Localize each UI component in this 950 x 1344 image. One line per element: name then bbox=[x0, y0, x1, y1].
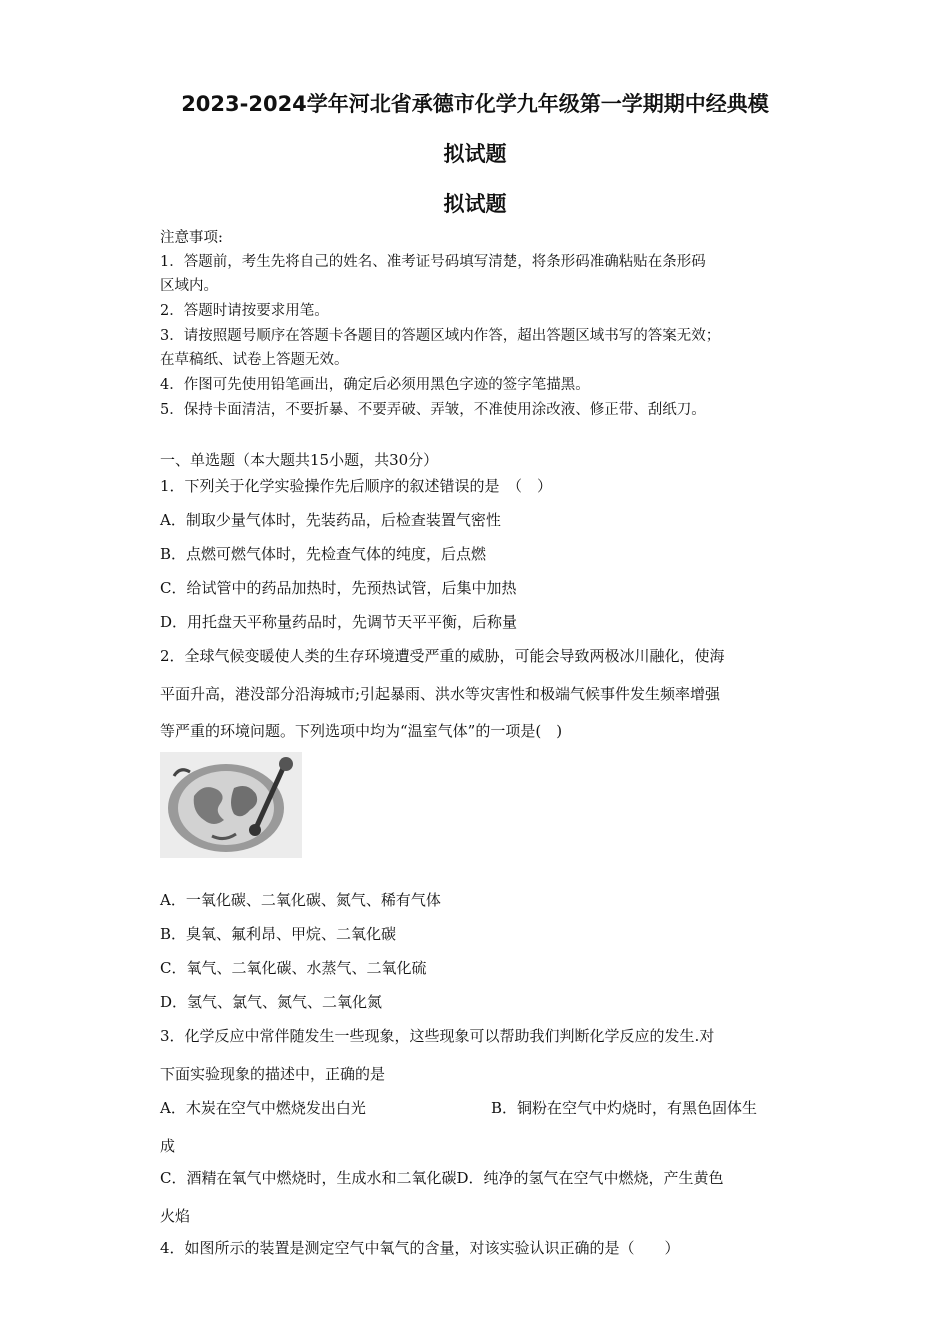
question-2-stem-line: 等严重的环境问题。下列选项中均为“温室气体”的一项是( ) bbox=[160, 722, 563, 740]
question-2-option-c: C．氧气、二氧化碳、水蒸气、二氧化硫 bbox=[160, 959, 427, 977]
question-3-stem-line: 3．化学反应中常伴随发生一些现象，这些现象可以帮助我们判断化学反应的发生.对 bbox=[160, 1027, 715, 1045]
notes-line: 5．保持卡面清洁，不要折暴、不要弄破、弄皱，不准使用涂改液、修正带、刮纸刀。 bbox=[160, 402, 706, 418]
notes-line: 3．请按照题号顺序在答题卡各题目的答题区域内作答，超出答题区域书写的答案无效； bbox=[160, 328, 721, 344]
page-title-line1: 2023-2024学年河北省承德市化学九年级第一学期期中经典模 bbox=[181, 92, 769, 116]
question-3-stem-line: 下面实验现象的描述中，正确的是 bbox=[160, 1065, 386, 1083]
question-4-stem: 4．如图所示的装置是测定空气中氧气的含量，对该实验认识正确的是（ ） bbox=[160, 1239, 680, 1257]
section-heading: 一、单选题（本大题共15小题，共30分） bbox=[160, 451, 439, 469]
question-2-option-a: A．一氧化碳、二氧化碳、氮气、稀有气体 bbox=[160, 891, 441, 909]
notes-line: 1．答题前，考生先将自己的姓名、准考证号码填写清楚，将条形码准确粘贴在条形码 bbox=[160, 254, 706, 270]
question-3-option-a: A．木炭在空气中燃烧发出白光 bbox=[160, 1099, 366, 1117]
question-2-option-d: D．氢气、氯气、氮气、二氧化氮 bbox=[160, 993, 383, 1011]
question-1-option-a: A．制取少量气体时，先装药品，后检查装置气密性 bbox=[160, 511, 501, 529]
question-1-stem: 1．下列关于化学实验操作先后顺序的叙述错误的是 （ ） bbox=[160, 477, 553, 495]
globe-thermometer-illustration bbox=[160, 752, 302, 858]
question-2-option-b: B．臭氧、氟利昂、甲烷、二氧化碳 bbox=[160, 925, 397, 943]
question-3-option-cd: C．酒精在氧气中燃烧时，生成水和二氧化碳D．纯净的氢气在空气中燃烧，产生黄色 bbox=[160, 1169, 724, 1187]
question-3-option-d-cont: 火焰 bbox=[160, 1207, 191, 1225]
question-1-option-d: D．用托盘天平称量药品时，先调节天平平衡，后称量 bbox=[160, 613, 518, 631]
question-2-stem-line: 平面升高，港没部分沿海城市;引起暴雨、洪水等灾害性和极端气候事件发生频率增强 bbox=[160, 685, 721, 703]
notes-line: 4．作图可先使用铅笔画出，确定后必须用黑色字迹的签字笔描黑。 bbox=[160, 377, 590, 393]
notes-heading: 注意事项: bbox=[160, 230, 223, 246]
notes-line: 区域内。 bbox=[160, 278, 218, 294]
question-3-option-b: B．铜粉在空气中灼烧时，有黑色固体生 bbox=[491, 1099, 758, 1117]
question-1-option-c: C．给试管中的药品加热时，先预热试管，后集中加热 bbox=[160, 579, 517, 597]
page-title-line3: 拟试题 bbox=[443, 192, 507, 216]
question-3-option-b-cont: 成 bbox=[160, 1137, 176, 1155]
notes-line: 在草稿纸、试卷上答题无效。 bbox=[160, 352, 349, 368]
question-2-stem-line: 2．全球气候变暖使人类的生存环境遭受严重的威胁，可能会导致两极冰川融化，使海 bbox=[160, 647, 725, 665]
question-1-option-b: B．点燃可燃气体时，先检查气体的纯度，后点燃 bbox=[160, 545, 487, 563]
notes-line: 2．答题时请按要求用笔。 bbox=[160, 303, 329, 319]
page-title-line2: 拟试题 bbox=[443, 142, 507, 166]
